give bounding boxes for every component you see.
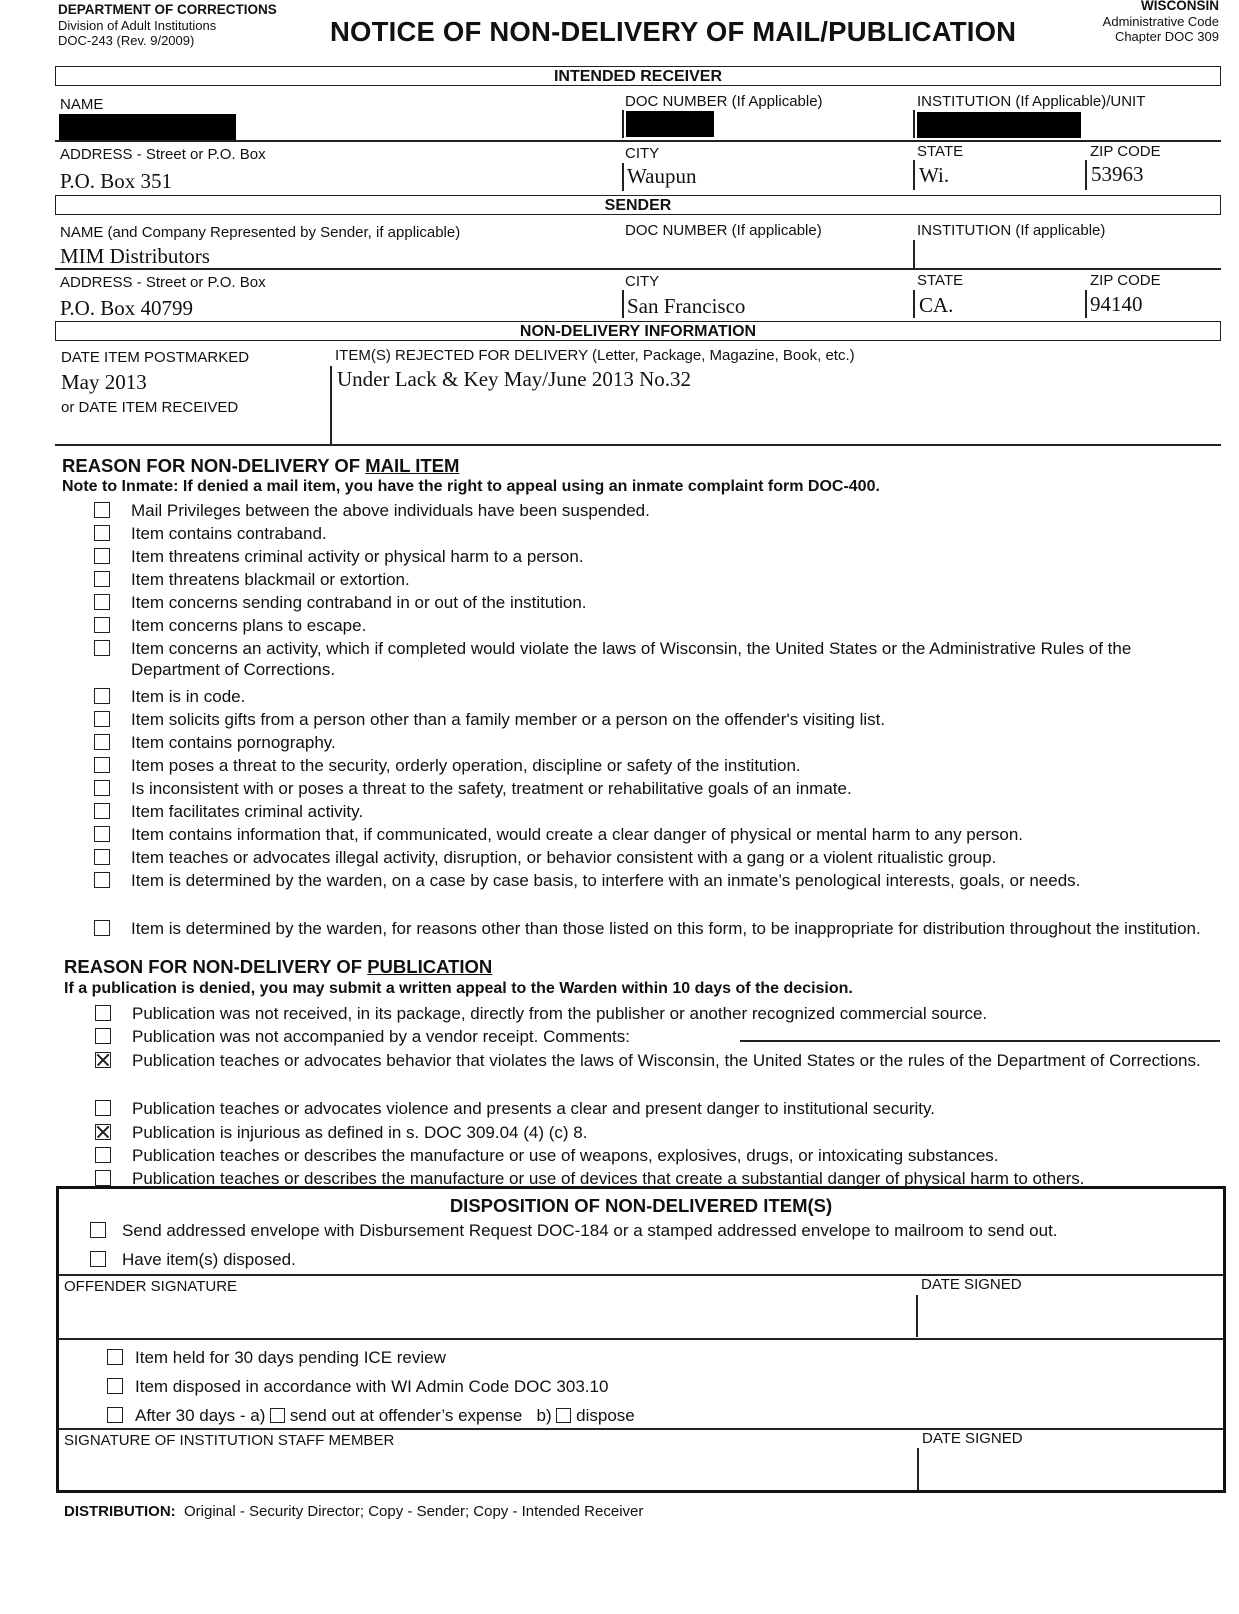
pub-reasons-title: REASON FOR NON-DELIVERY OF PUBLICATION (64, 956, 493, 977)
header-left (58, 2, 277, 49)
pub-reason-label: Publication was not accompanied by a vendor receipt. Comments: (132, 1027, 630, 1047)
checkbox[interactable] (94, 872, 110, 888)
receiver-doc-redacted (626, 111, 714, 137)
checked-checkbox[interactable] (95, 1124, 111, 1140)
checkbox[interactable] (95, 1147, 111, 1163)
mail-reason-label: Item is in code. (131, 687, 246, 706)
pub-reason-label: Publication teaches or describes the manufacture or use of devices that create a substantial danger of physical harm to others. (132, 1169, 1085, 1189)
division-name: Division of Adult Institutions (58, 17, 217, 33)
checkbox-send-out[interactable] (270, 1408, 285, 1423)
checkbox[interactable] (94, 640, 110, 656)
checkbox[interactable] (94, 548, 110, 564)
receiver-state: Wi. (919, 163, 950, 187)
items-label: ITEM(S) REJECTED FOR DELIVERY (Letter, Package, Magazine, Book, etc.) (335, 347, 855, 364)
mail-reason-label: Item concerns an activity, which if completed would violate the laws of Wisconsin, the United States or the Administrative Rules of the Department of Corrections. (131, 639, 1132, 679)
sender-state-label: STATE (917, 272, 964, 289)
checkbox[interactable] (94, 803, 110, 819)
checkbox[interactable] (107, 1349, 123, 1365)
receiver-name-label: NAME (60, 96, 104, 113)
items-rejected: Under Lack & Key May/June 2013 No.32 (337, 367, 692, 391)
receiver-city-label: CITY (625, 145, 660, 162)
mail-reason-label: Item facilitates criminal activity. (131, 802, 364, 821)
mail-reason-label: Item teaches or advocates illegal activity, disruption, or behavior consistent with a gang or a violent ritualistic group. (131, 848, 997, 867)
sender-address-label: ADDRESS - Street or P.O. Box (60, 274, 266, 291)
sender-doc-label: DOC NUMBER (If applicable) (625, 222, 822, 239)
received-label: or DATE ITEM RECEIVED (61, 399, 239, 416)
pub-reason-label: Publication was not received, in its package, directly from the publisher or another recognized commercial source. (132, 1004, 988, 1023)
admin-code: Administrative Code (1102, 13, 1219, 29)
mail-reason-label: Item threatens blackmail or extortion. (131, 570, 410, 589)
checkbox[interactable] (94, 849, 110, 865)
pub-reasons-note: If a publication is denied, you may submit a written appeal to the Warden within 10 days of the decision. (64, 980, 853, 997)
mail-reason-label: Item solicits gifts from a person other than a family member or a person on the offender's visiting list. (131, 710, 886, 729)
mail-reason-label: Is inconsistent with or poses a threat to the safety, treatment or rehabilitative goals of an inmate. (131, 779, 852, 798)
checkbox[interactable] (95, 1170, 111, 1186)
mail-reason-label: Item concerns sending contraband in or out of the institution. (131, 593, 587, 612)
receiver-city: Waupun (627, 164, 697, 188)
sender-name: MIM Distributors (60, 244, 210, 268)
pub-reason-label: Publication is injurious as defined in s. DOC 309.04 (4) (c) 8. (132, 1122, 588, 1142)
chapter: Chapter DOC 309 (1114, 29, 1219, 44)
comments-line[interactable] (740, 1040, 1220, 1042)
checkbox[interactable] (94, 594, 110, 610)
checkbox[interactable] (107, 1407, 123, 1423)
receiver-inst-redacted (917, 112, 1081, 138)
receiver-inst-label: INSTITUTION (If Applicable)/UNIT (917, 93, 1146, 110)
mail-reason-label: Item contains pornography. (131, 733, 336, 752)
nondelivery-band: NON-DELIVERY INFORMATION (55, 321, 1221, 341)
checkbox-dispose[interactable] (556, 1408, 571, 1423)
checkbox[interactable] (94, 757, 110, 773)
postmark-label: DATE ITEM POSTMARKED (61, 349, 250, 366)
distribution-label: DISTRIBUTION: (64, 1503, 176, 1520)
receiver-band: INTENDED RECEIVER (55, 66, 1221, 86)
receiver-name-redacted (59, 114, 236, 140)
sender-city: San Francisco (627, 294, 746, 318)
mail-reason-label: Item poses a threat to the security, orderly operation, discipline or safety of the institution. (131, 756, 801, 775)
checkbox[interactable] (94, 525, 110, 541)
pub-reason-label: Publication teaches or advocates behavior that violates the laws of Wisconsin, the United States or the rules of the Department of Corrections. (132, 1050, 1201, 1070)
mail-reason-label: Item concerns plans to escape. (131, 616, 367, 635)
sender-name-label: NAME (and Company Represented by Sender, if applicable) (60, 224, 461, 241)
receiver-zip: 53963 (1091, 162, 1144, 186)
checkbox[interactable] (94, 711, 110, 727)
mail-reason-label: Item contains information that, if communicated, would create a clear danger of physical or mental harm to any person. (131, 825, 1024, 844)
sender-state: CA. (919, 293, 954, 317)
checkbox[interactable] (107, 1378, 123, 1394)
checkbox[interactable] (94, 780, 110, 796)
sender-band: SENDER (55, 195, 1221, 215)
offender-date-label: DATE SIGNED (921, 1276, 1022, 1293)
checkbox[interactable] (95, 1005, 111, 1021)
sender-zip-label: ZIP CODE (1090, 272, 1161, 289)
checkbox[interactable] (95, 1100, 111, 1116)
form-id: DOC-243 (Rev. 9/2009) (58, 33, 195, 48)
postmark-date: May 2013 (61, 370, 147, 394)
checkbox[interactable] (95, 1028, 111, 1044)
checkbox[interactable] (94, 502, 110, 518)
mail-reason-label: Mail Privileges between the above individuals have been suspended. (131, 501, 650, 520)
pub-reason-label: Publication teaches or describes the manufacture or use of weapons, explosives, drugs, or intoxicating substances. (132, 1145, 999, 1165)
sender-zip: 94140 (1090, 292, 1143, 316)
mail-reason-label: Item is determined by the warden, for reasons other than those listed on this form, to be inappropriate for distribution throughout the institution. (131, 919, 1201, 938)
receiver-state-label: STATE (917, 143, 964, 160)
sender-city-label: CITY (625, 273, 660, 290)
disposition-title: DISPOSITION OF NON-DELIVERED ITEM(S) (449, 1195, 833, 1216)
dept-name: DEPARTMENT OF CORRECTIONS (58, 2, 277, 17)
state-name: WISCONSIN (1140, 0, 1219, 13)
distribution (64, 1503, 643, 1520)
mail-reasons-title: REASON FOR NON-DELIVERY OF MAIL ITEM (62, 455, 460, 476)
header-right (1103, 0, 1219, 45)
sender-inst-label: INSTITUTION (If applicable) (917, 222, 1106, 239)
checkbox[interactable] (94, 826, 110, 842)
checkbox[interactable] (94, 617, 110, 633)
receiver-zip-label: ZIP CODE (1090, 143, 1161, 160)
checkbox[interactable] (94, 920, 110, 936)
receiver-doc-label: DOC NUMBER (If Applicable) (625, 93, 823, 110)
checkbox[interactable] (90, 1251, 106, 1267)
staff-date-label: DATE SIGNED (922, 1430, 1023, 1447)
page-title: NOTICE OF NON-DELIVERY OF MAIL/PUBLICATION (330, 16, 1017, 47)
checkbox[interactable] (94, 688, 110, 704)
checkbox[interactable] (90, 1222, 106, 1238)
checkbox[interactable] (94, 571, 110, 587)
checked-checkbox[interactable] (95, 1052, 111, 1068)
receiver-address: P.O. Box 351 (60, 169, 173, 193)
mail-reason-label: Item contains contraband. (131, 524, 327, 543)
staff-signature-label: SIGNATURE OF INSTITUTION STAFF MEMBER (64, 1432, 395, 1449)
mail-reasons-note: Note to Inmate: If denied a mail item, you have the right to appeal using an inmate complaint form DOC-400. (62, 478, 880, 495)
distribution-text: Original - Security Director; Copy - Sender; Copy - Intended Receiver (184, 1503, 644, 1520)
sender-address: P.O. Box 40799 (60, 296, 194, 320)
offender-signature-label: OFFENDER SIGNATURE (64, 1278, 238, 1295)
mail-reason-label: Item is determined by the warden, on a case by case basis, to interfere with an inmate’s penological interests, goals, or needs. (131, 871, 1081, 890)
pub-reason-label: Publication teaches or advocates violence and presents a clear and present danger to institutional security. (132, 1099, 935, 1119)
checkbox[interactable] (94, 734, 110, 750)
receiver-address-label: ADDRESS - Street or P.O. Box (60, 146, 266, 163)
mail-reason-label: Item threatens criminal activity or physical harm to a person. (131, 547, 584, 566)
